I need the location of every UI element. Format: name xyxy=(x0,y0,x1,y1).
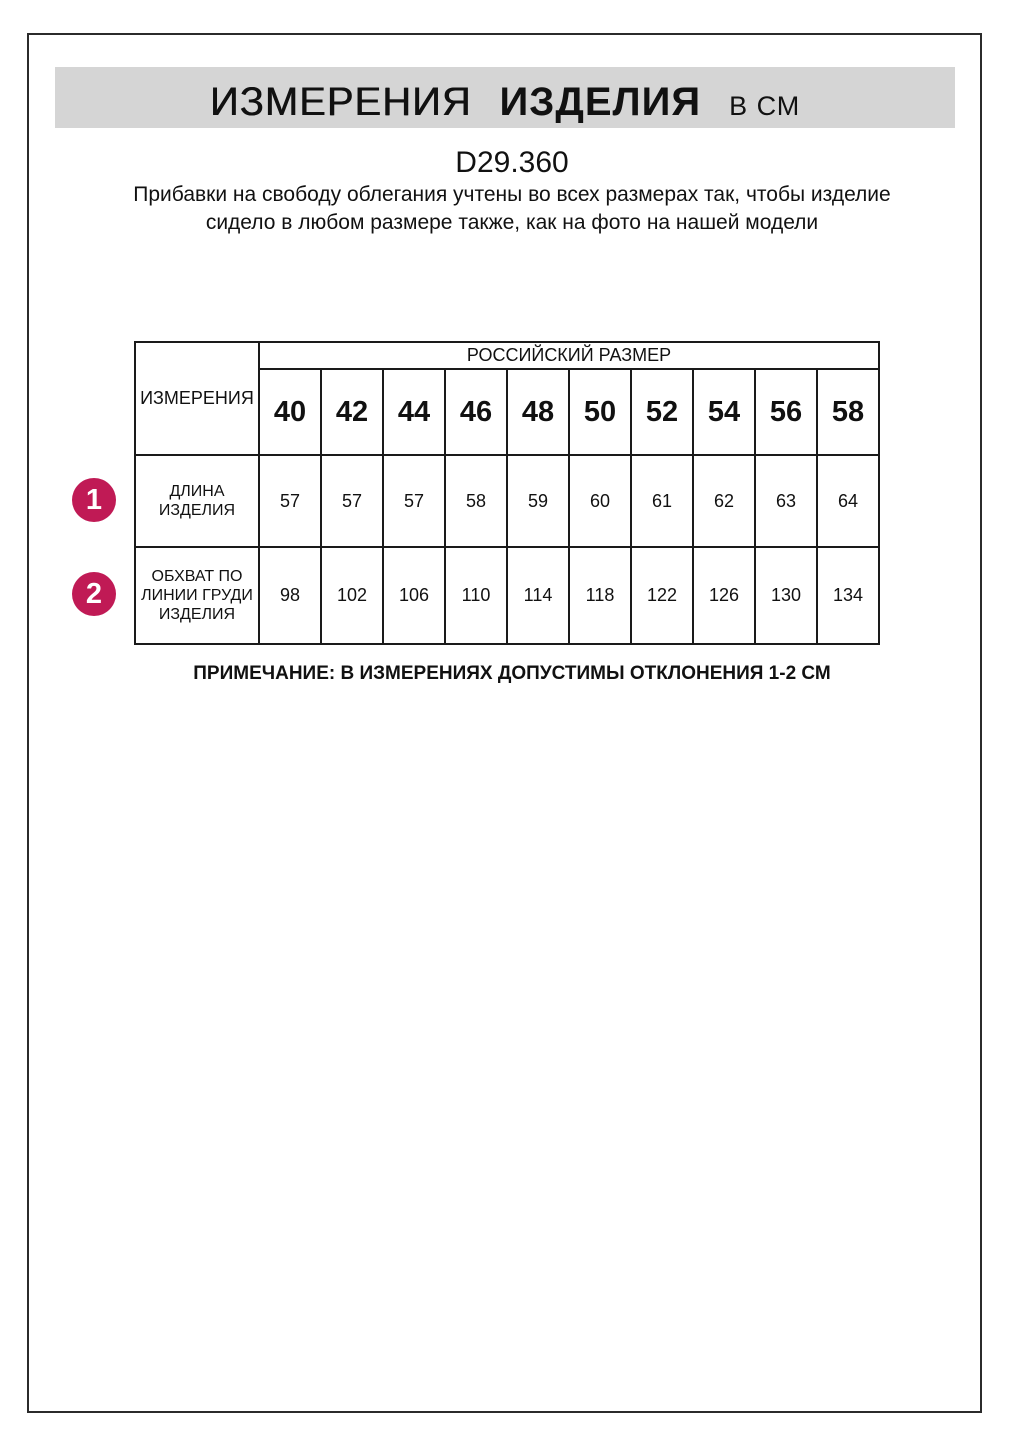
value-cell: 59 xyxy=(507,455,569,547)
fit-description: Прибавки на свободу облегания учтены во всех размерах так, чтобы изделие сидело в любом размере также, как на фото на нашей модели xyxy=(133,183,891,234)
value-cell: 102 xyxy=(321,547,383,644)
value-cell: 61 xyxy=(631,455,693,547)
value-cell: 118 xyxy=(569,547,631,644)
value-cell: 57 xyxy=(259,455,321,547)
group-header-row xyxy=(135,342,879,369)
table-row xyxy=(135,547,879,644)
table-body xyxy=(135,342,879,644)
size-header-cell: 56 xyxy=(755,369,817,455)
value-cell: 114 xyxy=(507,547,569,644)
model-code: D29.360 xyxy=(455,146,569,179)
value-cell: 58 xyxy=(445,455,507,547)
value-cell: 106 xyxy=(383,547,445,644)
page-border xyxy=(27,33,982,1413)
value-cell: 110 xyxy=(445,547,507,644)
size-header-cell: 44 xyxy=(383,369,445,455)
value-cell: 126 xyxy=(693,547,755,644)
page-title-measurements: ИЗМЕРЕНИЯ xyxy=(209,80,472,124)
row-label: ДЛИНА ИЗДЕЛИЯ xyxy=(135,455,259,547)
row-marker-1: 1 xyxy=(72,478,116,522)
value-cell: 130 xyxy=(755,547,817,644)
value-cell: 64 xyxy=(817,455,879,547)
table-row xyxy=(135,455,879,547)
title-band xyxy=(55,67,955,128)
size-header-cell: 58 xyxy=(817,369,879,455)
value-cell: 98 xyxy=(259,547,321,644)
size-header-cell: 54 xyxy=(693,369,755,455)
tolerance-note: ПРИМЕЧАНИЕ: В ИЗМЕРЕНИЯХ ДОПУСТИМЫ ОТКЛОНЕНИЯ 1-2 СМ xyxy=(193,663,831,684)
value-cell: 57 xyxy=(383,455,445,547)
value-cell: 122 xyxy=(631,547,693,644)
page-title-product: ИЗДЕЛИЯ xyxy=(499,80,702,124)
row-marker-2: 2 xyxy=(72,572,116,616)
size-header-cell: 46 xyxy=(445,369,507,455)
value-cell: 63 xyxy=(755,455,817,547)
row-label: ОБХВАТ ПО ЛИНИИ ГРУДИ ИЗДЕЛИЯ xyxy=(135,547,259,644)
corner-header-cell: ИЗМЕРЕНИЯ xyxy=(135,342,259,455)
size-header-cell: 42 xyxy=(321,369,383,455)
value-cell: 60 xyxy=(569,455,631,547)
page-title-unit: В СМ xyxy=(729,91,801,121)
size-table xyxy=(134,341,880,645)
size-header-cell: 50 xyxy=(569,369,631,455)
size-header-cell: 52 xyxy=(631,369,693,455)
value-cell: 57 xyxy=(321,455,383,547)
size-header-cell: 40 xyxy=(259,369,321,455)
value-cell: 134 xyxy=(817,547,879,644)
size-header-cell: 48 xyxy=(507,369,569,455)
size-group-header-cell: РОССИЙСКИЙ РАЗМЕР xyxy=(259,342,879,369)
value-cell: 62 xyxy=(693,455,755,547)
